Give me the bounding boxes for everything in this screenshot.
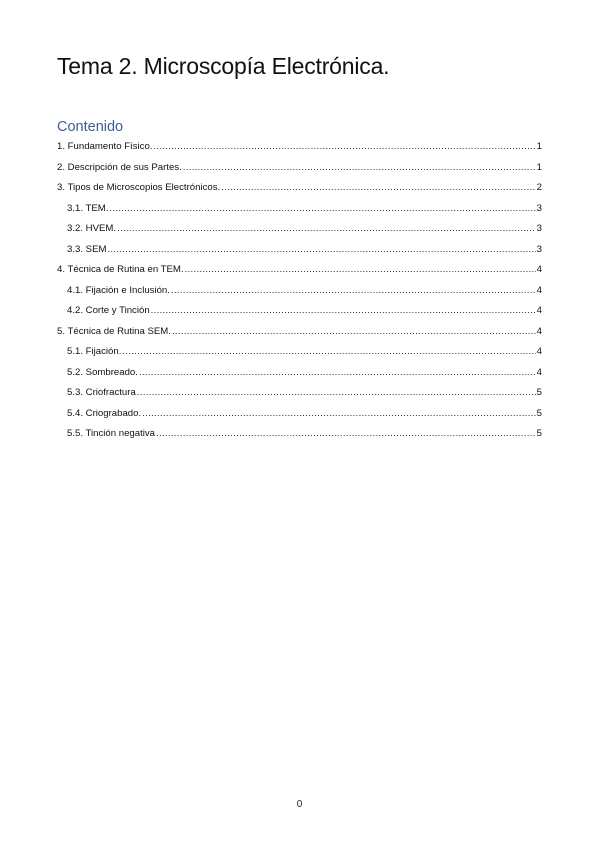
toc-entry-page: 4 — [536, 366, 542, 378]
toc-dot-leader — [109, 201, 535, 217]
toc-subentry[interactable] — [57, 384, 542, 405]
toc-entry-page: 3 — [536, 243, 542, 255]
toc-subentry[interactable] — [57, 425, 542, 446]
toc-subentry[interactable] — [57, 343, 542, 364]
toc-entry-page: 4 — [536, 346, 542, 357]
toc-entry[interactable] — [57, 261, 542, 282]
toc-dot-leader — [172, 324, 536, 340]
toc-entry-label: 5.5. Tinción negativa — [67, 428, 156, 439]
toc-entry-page: 5 — [536, 407, 542, 419]
toc-entry-label: 5.1. Fijación. — [67, 346, 122, 357]
toc-dot-leader — [156, 426, 536, 442]
toc-dot-leader — [151, 303, 536, 319]
toc-dot-leader — [153, 139, 535, 155]
toc-entry-page: 1 — [536, 161, 542, 173]
toc-subentry[interactable] — [57, 282, 542, 303]
toc-entry[interactable] — [57, 179, 542, 200]
toc-entry-label: 1. Fundamento Físico. — [57, 141, 153, 152]
toc-subentry[interactable] — [57, 200, 542, 221]
document-title: Tema 2. Microscopía Electrónica. — [57, 53, 390, 79]
toc-entry-label: 5.3. Criofractura — [67, 387, 136, 398]
toc-entry-label: 3.3. SEM — [67, 243, 107, 255]
toc-entry-page: 3 — [536, 223, 542, 234]
toc-dot-leader — [142, 406, 536, 422]
toc-dot-leader — [139, 365, 536, 381]
toc-entry-label: 4.2. Corte y Tinción — [67, 305, 150, 316]
toc-dot-leader — [107, 242, 535, 258]
toc-dot-leader — [122, 344, 535, 360]
toc-entry-page: 1 — [536, 141, 542, 152]
toc-entry-page: 4 — [536, 325, 542, 337]
toc-entry-page: 2 — [536, 182, 542, 193]
toc-entry-label: 4. Técnica de Rutina en TEM. — [57, 264, 184, 275]
toc-subentry[interactable] — [57, 405, 542, 426]
toc-entry-page: 5 — [536, 428, 542, 439]
toc-dot-leader — [221, 180, 535, 196]
toc-subentry[interactable] — [57, 302, 542, 323]
toc-entry-page: 4 — [536, 284, 542, 296]
toc-entry[interactable] — [57, 138, 542, 159]
toc-subentry[interactable] — [57, 241, 542, 262]
toc-entry-label: 2. Descripción de sus Partes. — [57, 161, 182, 173]
toc-entry-page: 4 — [536, 305, 542, 316]
toc-entry-label: 5.4. Criograbado. — [67, 407, 142, 419]
page-number: 0 — [296, 799, 303, 810]
toc-entry-label: 5.2. Sombreado. — [67, 366, 138, 378]
toc-entry[interactable] — [57, 159, 542, 180]
toc-entry-page: 4 — [536, 264, 542, 275]
toc-entry-page: 3 — [536, 202, 542, 214]
toc-entry-label: 3. Tipos de Microscopios Electrónicos. — [57, 182, 221, 193]
toc-dot-leader — [137, 385, 536, 401]
toc-dot-leader — [183, 160, 536, 176]
toc-entry[interactable] — [57, 323, 542, 344]
toc-subentry[interactable] — [57, 220, 542, 241]
toc-entry-label: 5. Técnica de Rutina SEM. — [57, 325, 171, 337]
table-of-contents — [57, 138, 542, 446]
toc-entry-label: 4.1. Fijación e Inclusión. — [67, 284, 170, 296]
toc-dot-leader — [185, 262, 536, 278]
toc-entry-label: 3.2. HVEM. — [67, 223, 117, 234]
toc-entry-label: 3.1. TEM. — [67, 202, 109, 214]
toc-heading: Contenido — [57, 119, 124, 135]
toc-entry-page: 5 — [536, 387, 542, 398]
toc-dot-leader — [171, 283, 536, 299]
toc-subentry[interactable] — [57, 364, 542, 385]
toc-dot-leader — [117, 221, 536, 237]
